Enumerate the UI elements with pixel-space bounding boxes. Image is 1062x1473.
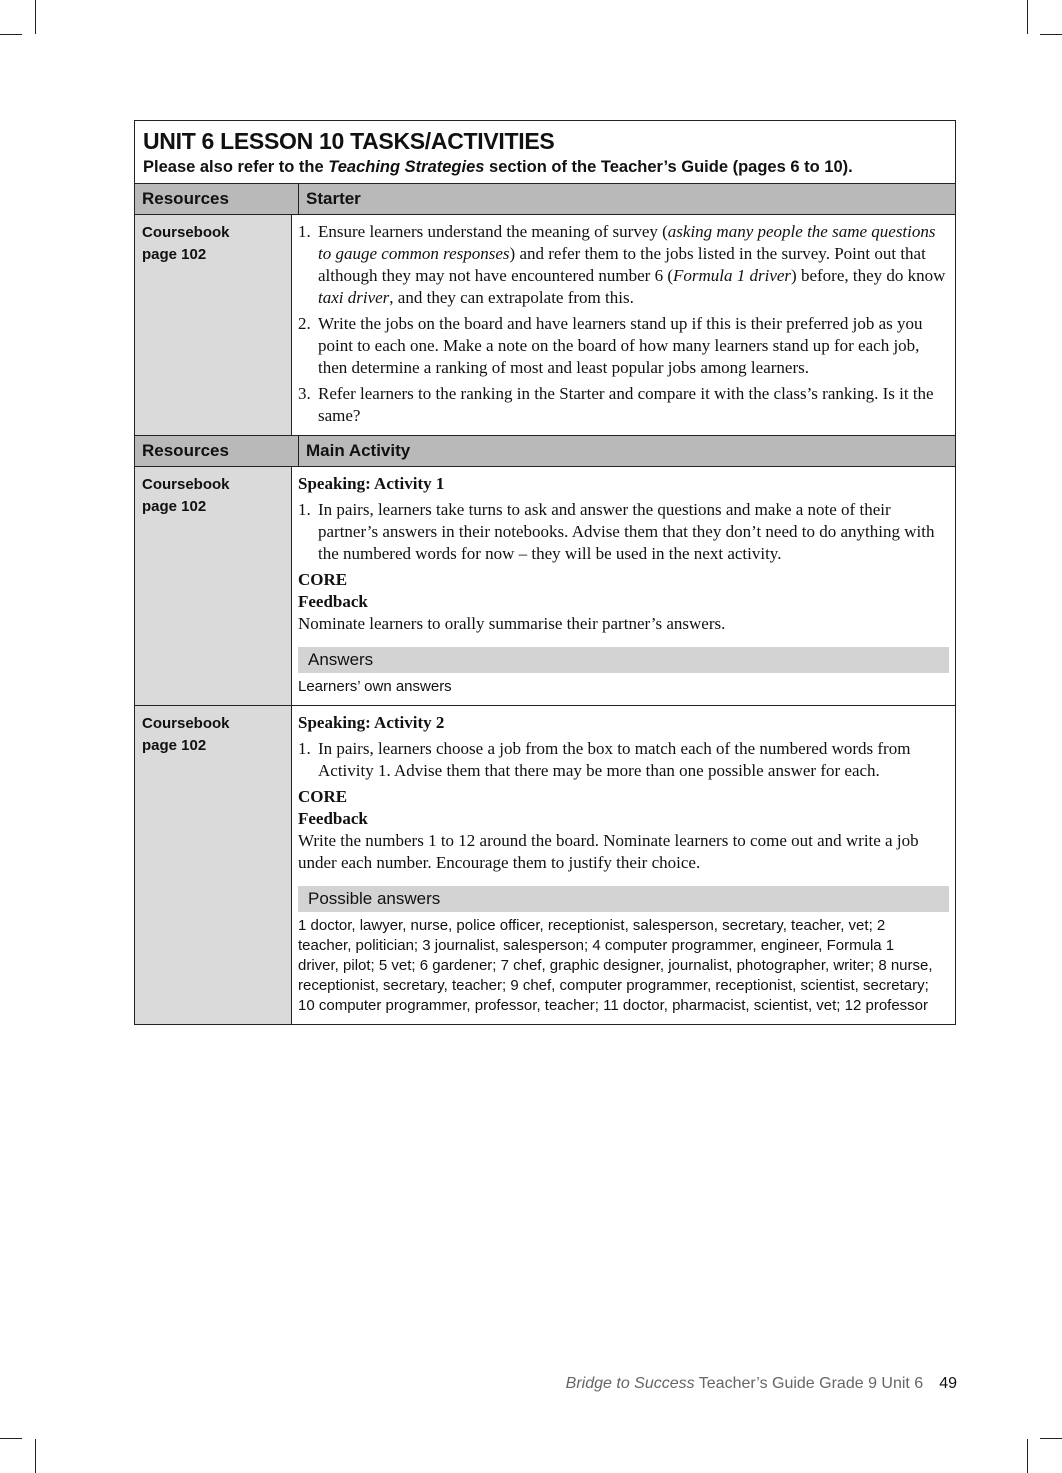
possible-answers-bar: Possible answers (298, 886, 949, 912)
answers-text: Learners’ own answers (298, 678, 452, 695)
possible-answers-text: 1 doctor, lawyer, nurse, police officer, receptionist, salesperson, secretary, teacher, vet; 2 teacher, politician; 3 journalist, salesperson; 4 computer programmer, engineer, Formula 1 driver, pilot; 5 vet; 6 gardener; 7 chef, graphic designer, journalist, photographer, writer; 8 nurse, receptionist, secretary, teacher; 9 chef, computer programmer, receptionist, scientist, secretary; 10 computer programmer, professor, teacher; 11 doctor, pharmacist, scientist, vet; 12 professor (298, 917, 933, 1014)
answers-bar: Answers (298, 647, 949, 673)
crop-mark (0, 1438, 22, 1439)
crop-mark (1040, 1438, 1062, 1439)
crop-mark (1040, 34, 1062, 35)
list-item: 3. Refer learners to the ranking in the Starter and compare it with the class’s ranking. Is it the same? (298, 384, 934, 425)
lesson-header (135, 121, 955, 184)
page-number: 49 (939, 1375, 957, 1392)
activity-1-content (292, 467, 955, 705)
lesson-title: UNIT 6 LESSON 10 TASKS/ACTIVITIES (143, 128, 555, 154)
starter-content (292, 215, 955, 435)
lesson-subtitle: Please also refer to the Teaching Strategies section of the Teacher’s Guide (pages 6 to 10). (143, 158, 853, 176)
list-item: 1. In pairs, learners take turns to ask and answer the questions and make a note of their partner’s answers in their notebooks. Advise them that they don’t need to do anything with the numbered words for now – they will be used in the next activity. (298, 500, 935, 563)
activity-heading: Speaking: Activity 1 (298, 474, 445, 493)
activity-1-row (135, 466, 955, 705)
activity-2-row (135, 705, 955, 1024)
main-activity-header-row (135, 435, 955, 466)
crop-mark (1027, 1439, 1028, 1473)
feedback-label: Feedback (298, 809, 368, 828)
page-footer: Bridge to Success Teacher’s Guide Grade 9 Unit 6 49 (565, 1375, 957, 1392)
main-activity-header: Main Activity (306, 441, 411, 460)
activity-2-content (292, 706, 955, 1024)
list-item: 2. Write the jobs on the board and have learners stand up if this is their preferred job as you point to each one. Make a note on the board of how many learners stand up for each job, then determine a ranking of most and least popular jobs among learners. (298, 314, 923, 377)
lesson-table (134, 120, 956, 1025)
activity-1-resources: Coursebook page 102 (135, 467, 292, 705)
crop-mark (1027, 0, 1028, 34)
crop-mark (35, 1439, 36, 1473)
feedback-text: Nominate learners to orally summarise their partner’s answers. (298, 614, 726, 633)
starter-header: Starter (306, 189, 361, 208)
book-title: Bridge to Success (565, 1375, 695, 1392)
resources-header: Resources (135, 436, 299, 466)
starter-row (135, 214, 955, 435)
activity-2-resources: Coursebook page 102 (135, 706, 292, 1024)
starter-resources: Coursebook page 102 (135, 215, 292, 435)
activity-heading: Speaking: Activity 2 (298, 713, 445, 732)
core-label: CORE (298, 570, 348, 589)
feedback-label: Feedback (298, 592, 368, 611)
starter-header-row (135, 184, 955, 214)
resources-header: Resources (135, 184, 299, 214)
list-item: 1. In pairs, learners choose a job from the box to match each of the numbered words from Activity 1. Advise them that there may be more than one possible answer for each. (298, 739, 911, 780)
list-item: 1. Ensure learners understand the meaning of survey (asking many people the same questions to gauge common responses) and refer them to the jobs listed in the survey. Point out that although they may not have encountered number 6 (Formula 1 driver) before, they do know taxi driver, and they can extrapolate from this. (298, 222, 946, 307)
core-label: CORE (298, 787, 348, 806)
crop-mark (0, 34, 22, 35)
crop-mark (35, 0, 36, 34)
feedback-text: Write the numbers 1 to 12 around the board. Nominate learners to come out and write a job under each number. Encourage them to justify their choice. (298, 831, 919, 872)
